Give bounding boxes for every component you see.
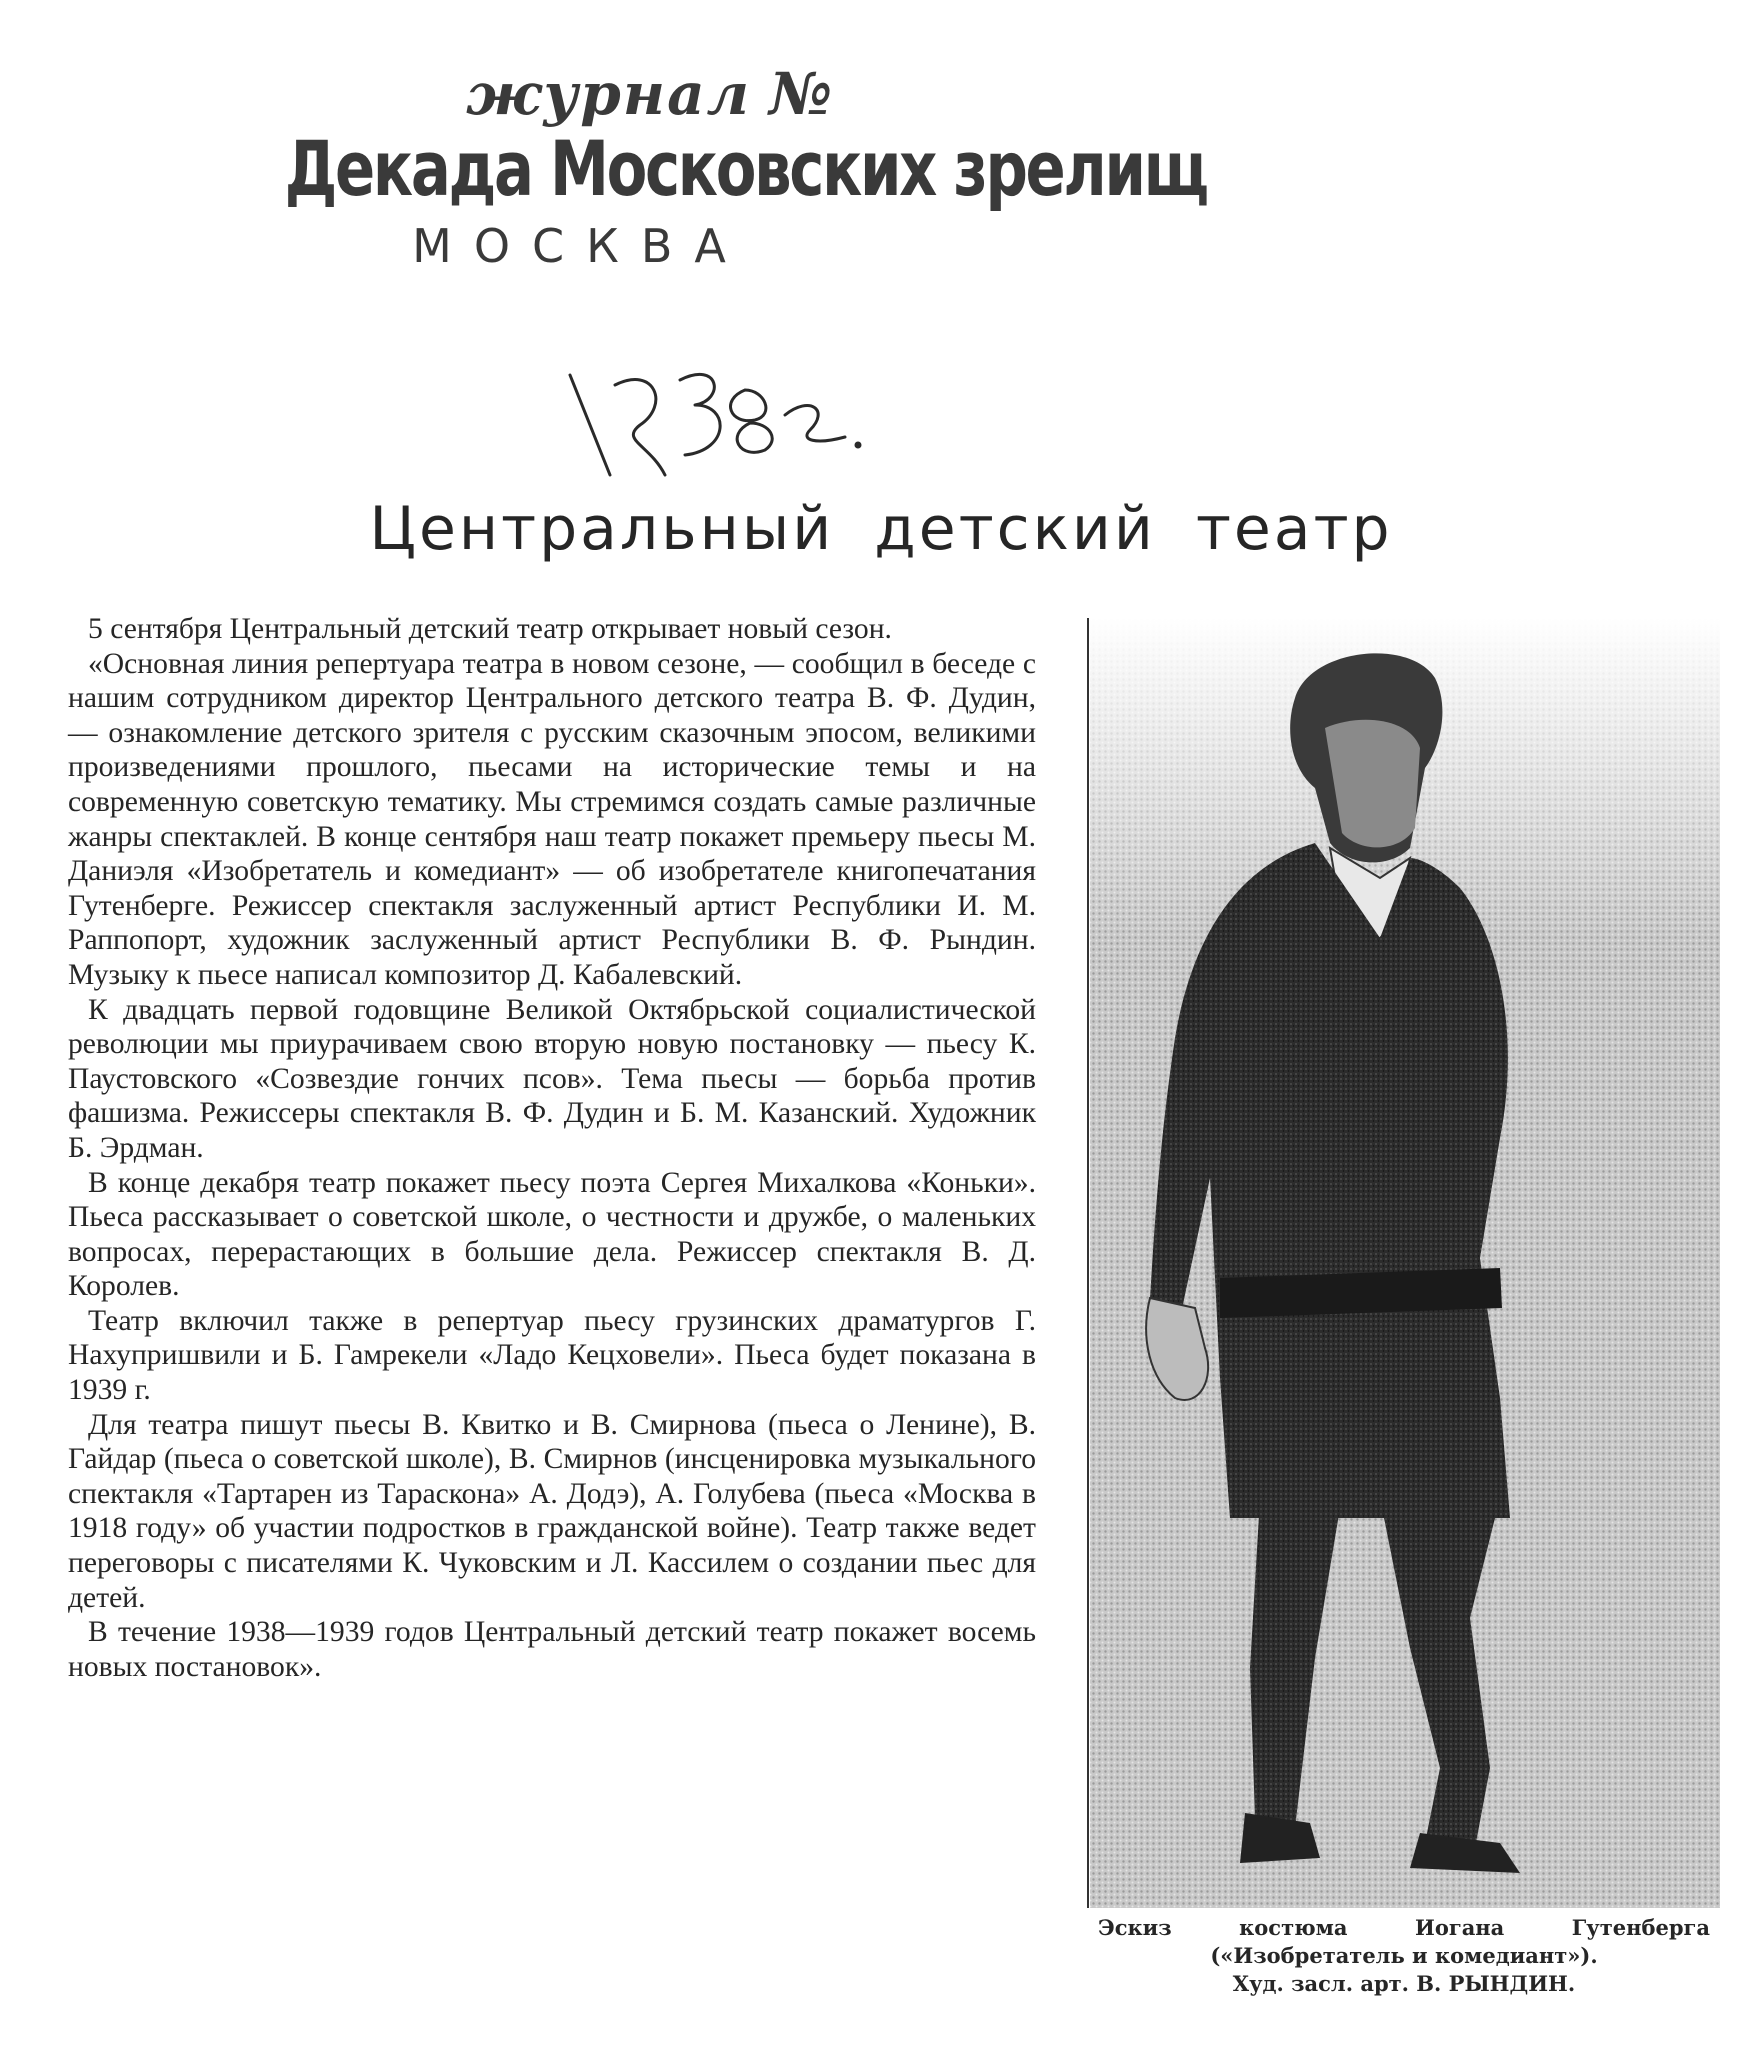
article-body <box>68 612 1036 1684</box>
stamp-journal-word: журнал <box>465 60 752 128</box>
article-paragraph-1: 5 сентября Центральный детский театр открывает новый сезон. <box>88 613 892 645</box>
stamp-city: МОСКВА <box>412 219 748 273</box>
stamp-publication-name: Декада Московских зрелищ <box>284 124 1207 213</box>
article-paragraph-7: В течение 1938—1939 годов Центральный детский театр покажет восемь новых постановок». <box>68 1616 1036 1683</box>
stamp-number-sign: № <box>769 60 835 128</box>
caption-line-1: Эскиз костюма Иогана Гутенберга <box>1098 1915 1710 1940</box>
article-paragraph-4: В конце декабря театр покажет пьесу поэта Сергея Михалкова «Коньки». Пьеса рассказывает о советской школе, о честности и дружбе, о маленьких вопросах, перерастающих в большие дела. Режиссер спектакля В. Д. Королев. <box>68 1166 1036 1303</box>
costume-sketch-illustration <box>1080 618 1720 1908</box>
article-paragraph-3: К двадцать первой годовщине Великой Октябрьской социалистической революции мы приурачиваем свою вторую новую постановку — пьесу К. Паустовского «Созвездие гончих псов». Тема пьесы — борьба против фашизма. Режиссеры спектакля В. Ф. Дудин и Б. М. Казанский. Художник Б. Эрдман. <box>68 993 1036 1164</box>
caption-line-2: («Изобретатель и комедиант»). <box>1210 1943 1598 1968</box>
article-paragraph-6: Для театра пишут пьесы В. Квитко и В. Смирнова (пьеса о Ленине), В. Гайдар (пьеса о советской школе), В. Смирнов (инсценировка музыкального спектакля «Тартарен из Тараскона» А. Додэ), А. Голубева (пьеса «Москва в 1918 году» об участии подростков в гражданской войне). Театр также ведет переговоры с писателями К. Чуковским и Л. Кассилем о создании пьес для детей. <box>68 1408 1036 1614</box>
caption-line-3: Худ. засл. арт. В. РЫНДИН. <box>1232 1971 1576 1996</box>
article-paragraph-2: «Основная линия репертуара театра в новом сезоне, — сообщил в беседе с нашим сотрудником директор Центрального детского театра В. Ф. Дудин, — ознакомление детского зрителя с русским сказочным эпосом, великими произведениями прошлого, пьесами на исторические темы и на современную советскую тематику. Мы стремимся создать самые различные жанры спектаклей. В конце сентября наш театр покажет премьеру пьесы М. Даниэля «Изобретатель и комедиант» — об изобретателе книгопечатания Гутенберге. Режиссер спектакля заслуженный артист Республики И. М. Раппопорт, художник заслуженный артист Республики В. Ф. Рындин. Музыку к пьесе написал композитор Д. Кабалевский. <box>68 647 1036 991</box>
handwritten-year-annotation <box>560 345 880 485</box>
illustration-caption <box>1098 1914 1710 1998</box>
stamp-journal-line <box>250 60 1050 128</box>
article-paragraph-5: Театр включил также в репертуар пьесу грузинских драматургов Г. Нахупришвили и Б. Гамрекели «Ладо Кецховели». Пьеса будет показана в 1939 г. <box>68 1304 1036 1407</box>
article-headline: Центральный детский театр <box>369 494 1393 564</box>
journal-stamp <box>190 60 1207 273</box>
